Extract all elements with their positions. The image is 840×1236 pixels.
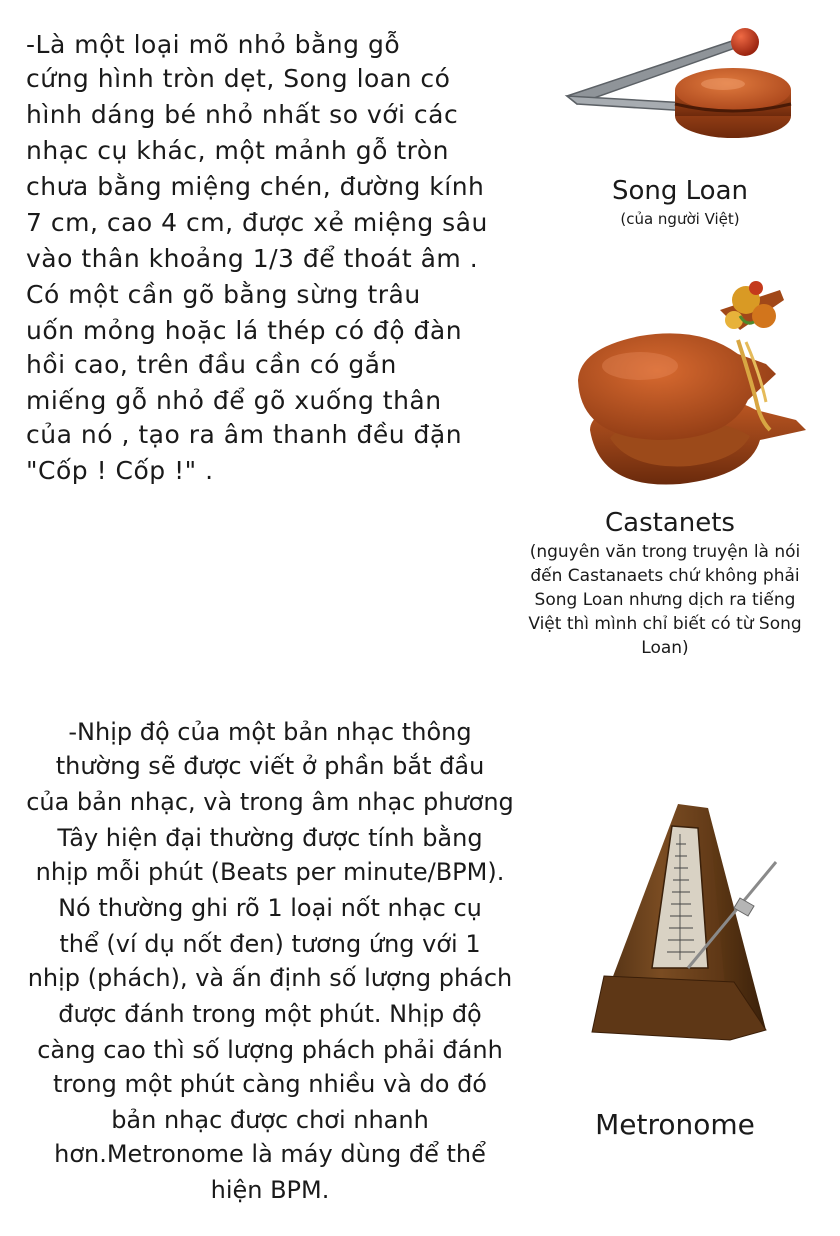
text-line: hình dáng bé nhỏ nhất so với các (26, 100, 459, 129)
text-line: miếng gỗ nhỏ để gõ xuống thân (26, 386, 442, 415)
note-line: Song Loan nhưng dịch ra tiếng (534, 590, 796, 610)
text-line: Tây hiện đại thường được tính bằng (57, 824, 483, 852)
text-line: nhịp (phách), và ấn định số lượng phách (27, 964, 513, 992)
text-line: càng cao thì số lượng phách phải đánh (37, 1036, 503, 1064)
text-line: "Cốp ! Cốp !" . (26, 456, 214, 485)
song-loan-title: Song Loan (611, 176, 748, 206)
text-line: bản nhạc được chơi nhanh (111, 1106, 429, 1134)
castanets-image (570, 270, 810, 498)
text-line: -Là một loại mõ nhỏ bằng gỗ (26, 30, 401, 59)
metronome-image (580, 800, 780, 1050)
text-line: nhịp mỗi phút (Beats per minute/BPM). (35, 858, 505, 886)
text-line: thường sẽ được viết ở phần bắt đầu (55, 752, 485, 780)
note-line: Việt thì mình chỉ biết có từ Song (528, 614, 802, 634)
text-line: nhạc cụ khác, một mảnh gỗ tròn (26, 136, 450, 165)
text-line: 7 cm, cao 4 cm, được xẻ miệng sâu (26, 208, 488, 237)
song-loan-subtitle: (của người Việt) (620, 210, 740, 228)
text-line: uốn mỏng hoặc lá thép có độ đàn (26, 316, 463, 345)
text-line: cứng hình tròn dẹt, Song loan có (26, 64, 451, 93)
text-line: của bản nhạc, và trong âm nhạc phương (26, 788, 514, 816)
note-line: (nguyên văn trong truyện là nói (529, 542, 801, 562)
castanets-title: Castanets (605, 508, 735, 538)
text-line: hơn.Metronome là máy dùng để thể (54, 1140, 486, 1168)
text-line: của nó , tạo ra âm thanh đều đặn (26, 420, 463, 449)
text-line: hồi cao, trên đầu cần có gắn (26, 350, 397, 379)
text-line: được đánh trong một phút. Nhịp độ (58, 1000, 482, 1028)
song-loan-image (555, 18, 805, 148)
text-line: trong một phút càng nhiều và do đó (53, 1070, 487, 1098)
text-line: hiện BPM. (210, 1176, 330, 1204)
text-line: thể (ví dụ nốt đen) tương ứng với 1 (59, 930, 481, 958)
note-line: đến Castanaets chứ không phải (530, 566, 800, 586)
metronome-title: Metronome (595, 1108, 755, 1141)
note-line: Loan) (641, 638, 689, 658)
text-line: Có một cần gõ bằng sừng trâu (26, 280, 421, 309)
text-line: chưa bằng miệng chén, đường kính (26, 172, 485, 201)
text-line: -Nhịp độ của một bản nhạc thông (68, 718, 472, 746)
text-line: Nó thường ghi rõ 1 loại nốt nhạc cụ (58, 894, 482, 922)
text-line: vào thân khoảng 1/3 để thoát âm . (26, 244, 479, 273)
